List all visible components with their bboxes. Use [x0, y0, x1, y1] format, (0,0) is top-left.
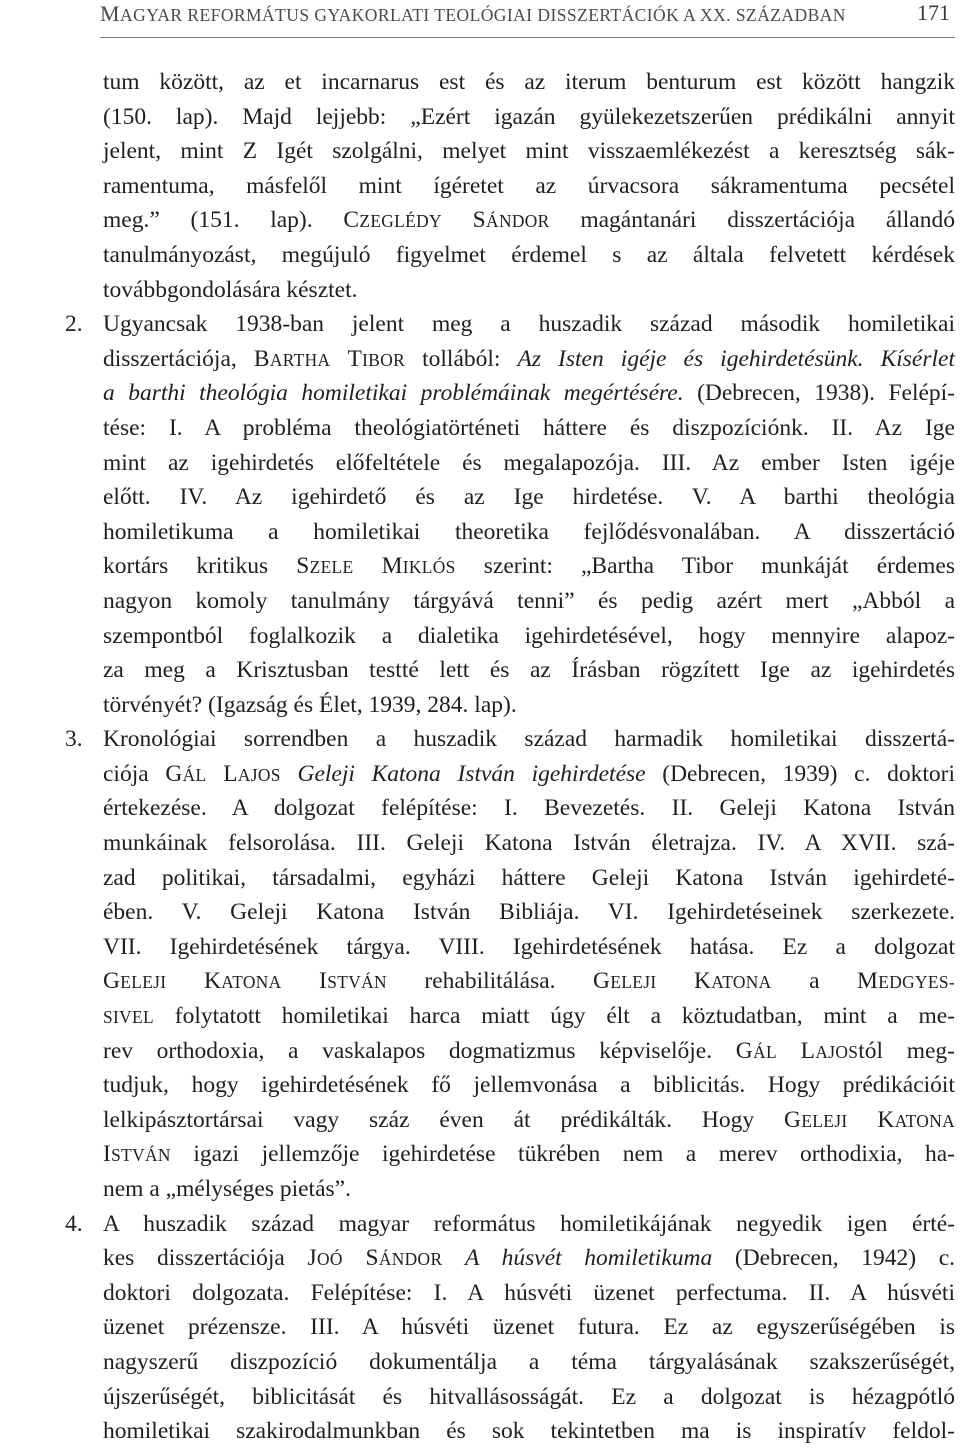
small-caps-name: ISTVÁN [319, 968, 387, 995]
text-span: tollából: [405, 345, 518, 372]
text-line [103, 861, 955, 896]
body-text [65, 65, 956, 1449]
small-caps-name: GELEJI [593, 968, 657, 995]
text-line [103, 999, 955, 1034]
text-line [103, 1310, 955, 1345]
numbered-paragraph [65, 307, 956, 722]
text-line [103, 584, 955, 619]
list-number: 2. [65, 311, 83, 338]
text-line [65, 1207, 955, 1242]
text-span: újszerűségét, biblicitását és hitvallásosságát. Ez a dolgozat is hézagpótló [103, 1383, 955, 1410]
small-caps-name: BARTHA [253, 345, 331, 372]
text-span: jelent, mint Z Igét szolgálni, melyet mint visszaemlékezést a keresztség sák- [103, 138, 955, 165]
text-line [65, 307, 955, 342]
text-span: tól meg- [858, 1037, 955, 1064]
text-span: nem a „mélységes pietás”. [103, 1176, 351, 1202]
header-rule [100, 37, 955, 38]
text-span: magántanári disszertációja állandó [549, 207, 955, 234]
text-span [847, 1107, 877, 1133]
text-line [103, 1414, 955, 1449]
text-span: tum között, az et incarnarus est és az iterum benturum est között hangzik [103, 69, 955, 95]
text-span: homiletikai szakirodalmunkban és sok tekintetben ma is inspiratív feldol- [103, 1418, 955, 1445]
text-line [103, 757, 955, 792]
text-line [103, 653, 955, 688]
small-caps-name: GELEJI [784, 1106, 848, 1133]
text-span: ében. V. Geleji Katona István Bibliája. VI. Igehirdetéseinek szerkezete. [103, 899, 955, 926]
small-caps-name: TIBOR [347, 345, 406, 372]
text-span: tudjuk, hogy igehirdetésének fő jellemvonása a biblicitás. Hogy prédikációit [103, 1072, 955, 1099]
list-number: 4. [65, 1210, 83, 1237]
text-span: (Debrecen, 1938). Felépí- [683, 380, 956, 407]
text-span [282, 968, 320, 994]
text-span: tanulmányozást, megújuló figyelmet érdemel s az általa felvetett kérdések [103, 241, 955, 268]
text-span: zad politikai, társadalmi, egyházi háttere Geleji Katona István igehirdeté- [103, 864, 955, 891]
text-span: előtt. IV. Az igehirdető és az Ige hirdetése. V. A barthi theológia [103, 484, 955, 511]
text-line [103, 446, 955, 481]
text-span: kes disszertációja [103, 1245, 308, 1272]
text-line [103, 480, 955, 515]
text-line [103, 619, 955, 654]
text-span: továbbgondolására késztet. [103, 276, 358, 303]
text-span: szerint: „Bartha Tibor munkáját érdemes [455, 553, 955, 580]
text-line [103, 1034, 955, 1069]
text-span: doktori dolgozata. Felépítése: I. A húsvéti üzenet perfectuma. II. A húsvéti [103, 1279, 955, 1306]
text-line [103, 342, 955, 377]
italic-title: Geleji Katona István igehirdetése [297, 760, 646, 787]
text-span: Kronológiai sorrendben a huszadik század harmadik homiletikai disszertá- [103, 726, 955, 753]
text-line [103, 1172, 955, 1207]
small-caps-name: GÁL [735, 1037, 777, 1064]
continued-paragraph [103, 65, 955, 307]
text-span: tése: I. A probléma theológiatörténeti háttere és diszpozíciónk. II. Az Ige [103, 414, 955, 441]
text-span: rehabilitálása. [386, 968, 594, 995]
numbered-paragraph [65, 1207, 956, 1449]
text-line [103, 203, 955, 238]
text-span [207, 761, 224, 787]
text-line [103, 1137, 955, 1172]
text-line [103, 376, 955, 411]
text-span: kortárs kritikus [103, 553, 297, 580]
small-caps-name: MEDGYES- [857, 968, 955, 995]
page-number: 171 [917, 0, 950, 25]
text-span [777, 1038, 801, 1064]
small-caps-name: CZEGLÉDY [343, 207, 442, 234]
text-span: meg.” (151. lap). [103, 207, 344, 234]
text-line [103, 1241, 955, 1276]
text-span: mint az igehirdetés előfeltétele és megalapozója. III. Az ember Isten igéje [103, 449, 955, 476]
text-span: ramentuma, másfelől mint ígéretet az úrvacsora sákramentuma pecsétel [103, 172, 955, 199]
text-line [103, 169, 955, 204]
small-caps-name: ISTVÁN [103, 1141, 171, 1168]
text-line [65, 722, 955, 757]
numbered-paragraph [65, 722, 956, 1206]
text-span [330, 346, 347, 372]
text-span [442, 207, 473, 233]
text-line [103, 688, 955, 723]
text-span: A huszadik század magyar református homiletikájának negyedik igen érté- [103, 1210, 955, 1237]
text-span: munkáinak felsorolása. III. Geleji Katona István életrajza. IV. A XVII. szá- [103, 830, 955, 857]
text-line [103, 930, 955, 965]
text-span: nagyon komoly tanulmány tárgyává tenni” és pedig azért mert „Abból a [103, 587, 955, 614]
text-span [442, 1245, 465, 1271]
small-caps-name: SZELE [296, 553, 354, 580]
text-span: za meg a Krisztusban testté lett és az Írásban rögzített Ige az igehirdetés [103, 657, 955, 684]
text-line [103, 100, 955, 135]
text-span: folytatott homiletikai harca miatt úgy élt a köztudatban, mint a me- [153, 1003, 955, 1030]
text-span: (Debrecen, 1939) c. doktori [645, 760, 956, 787]
text-span [281, 761, 298, 787]
text-span: Ugyancsak 1938-ban jelent meg a huszadik század második homiletikai [103, 311, 955, 338]
small-caps-name: KATONA [203, 968, 282, 995]
text-line [103, 549, 955, 584]
text-line [103, 895, 955, 930]
text-line [103, 1068, 955, 1103]
text-line [103, 134, 955, 169]
small-caps-name: KATONA [877, 1106, 955, 1133]
text-line [103, 964, 955, 999]
text-span: (Debrecen, 1942) c. [712, 1245, 956, 1272]
text-line [103, 1345, 955, 1380]
small-caps-name: GÁL [165, 760, 207, 787]
text-span: lelkipásztortársai vagy száz éven át prédikálták. Hogy [103, 1106, 785, 1133]
small-caps-name: SÁNDOR [365, 1245, 443, 1272]
list-number: 3. [65, 726, 83, 753]
text-span [166, 968, 204, 994]
text-line [103, 1380, 955, 1415]
text-line [103, 238, 955, 273]
text-line [103, 515, 955, 550]
text-span: szempontból foglalkozik a dialetika igehirdetésével, hogy mennyire alapoz- [103, 622, 955, 649]
text-span: ciója [103, 760, 166, 787]
text-span: (150. lap). Majd lejjebb: „Ezért igazán gyülekezetszerűen prédikálni annyit [103, 103, 955, 130]
text-span [343, 1245, 366, 1271]
small-caps-name: JOÓ [307, 1245, 343, 1272]
text-span: igazi jellemzője igehirdetése tükrében nem a merev orthodixia, ha- [170, 1141, 955, 1168]
italic-title: a barthi theológia homiletikai problémáinak megértésére. [103, 380, 684, 407]
text-line [103, 65, 955, 100]
text-line [103, 791, 955, 826]
text-span: értekezése. A dolgozat felépítése: I. Bevezetés. II. Geleji Katona István [103, 795, 955, 822]
text-line [103, 411, 955, 446]
text-span [656, 968, 694, 994]
small-caps-name: KATONA [693, 968, 772, 995]
small-caps-name: GELEJI [103, 968, 167, 995]
text-span: nagyszerű diszpozíció dokumentálja a téma tárgyalásának szakszerűségét, [103, 1348, 955, 1375]
italic-title: Az Isten igéje és igehirdetésünk. Kísérlet [517, 345, 955, 372]
text-span: üzenet prézensze. III. A húsvéti üzenet futura. Ez az egyszerűségében is [103, 1314, 955, 1341]
small-caps-name: SIVEL [103, 1008, 154, 1028]
text-span: disszertációja, [103, 345, 254, 372]
text-line [103, 826, 955, 861]
text-span: homiletikuma a homiletikai theoretika fejlődésvonalában. A disszertáció [103, 518, 955, 545]
text-span: törvényét? (Igazság és Élet, 1939, 284. lap). [103, 691, 517, 718]
small-caps-name: MIKLÓS [381, 553, 456, 580]
text-line [103, 1103, 955, 1138]
italic-title: A húsvét homiletikuma [465, 1245, 713, 1272]
small-caps-name: LAJOS [223, 760, 281, 787]
text-span [353, 553, 381, 579]
text-span: a [771, 968, 858, 995]
small-caps-name: SÁNDOR [472, 207, 550, 234]
text-span: VII. Igehirdetésének tárgya. VIII. Igehirdetésének hatása. Ez a dolgozat [103, 933, 955, 960]
text-span: rev orthodoxia, a vaskalapos dogmatizmus képviselője. [103, 1037, 736, 1064]
small-caps-name: LAJOS [800, 1037, 859, 1064]
running-title: MAGYAR REFORMÁTUS GYAKORLATI TEOLÓGIAI DISSZERTÁCIÓK A XX. SZÁZADBAN [100, 1, 846, 26]
text-line [103, 273, 955, 308]
text-line [103, 1276, 955, 1311]
